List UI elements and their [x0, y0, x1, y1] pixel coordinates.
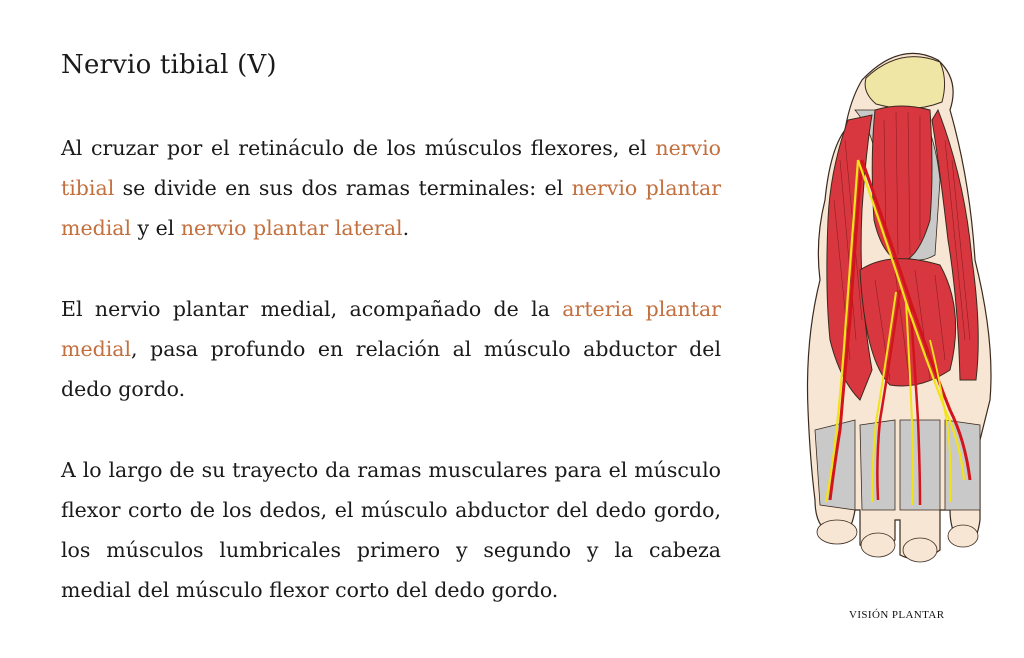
text: . [402, 216, 410, 240]
text: se divide en sus dos ramas terminales: el [114, 176, 572, 200]
calcaneus [865, 57, 944, 109]
text: y el [131, 216, 181, 240]
term-arteria-plantar-medial[interactable]: arteria plantar medial [61, 297, 721, 361]
muscle-flexor-center [872, 106, 932, 262]
paragraph-3: A lo largo de su trayecto da ramas musculares para el músculo flexor corto de los dedos, el músculo abductor del dedo gordo, los músculos lumbricales primero y segundo y la cabeza medial del músculo flexor corto del dedo gordo. [61, 458, 721, 602]
term-nervio-plantar-lateral[interactable]: nervio plantar lateral [180, 216, 403, 240]
term-nervio-tibial[interactable]: nervio tibial [61, 136, 721, 200]
figure-caption: VISIÓN PLANTAR [849, 609, 945, 621]
text: , pasa profundo en relación al músculo abductor del dedo gordo. [61, 337, 721, 401]
article-text [61, 128, 721, 651]
foot-plantar-illustration [800, 40, 1010, 570]
text: Al cruzar por el retináculo de los músculos flexores, el [61, 136, 656, 160]
paragraph-2 [61, 289, 721, 409]
term-nervio-plantar-medial[interactable]: nervio plantar medial [61, 176, 722, 240]
paragraph-1 [61, 128, 721, 248]
page-title: Nervio tibial (V) [61, 50, 277, 80]
text: El nervio plantar medial, acompañado de la [61, 297, 563, 321]
